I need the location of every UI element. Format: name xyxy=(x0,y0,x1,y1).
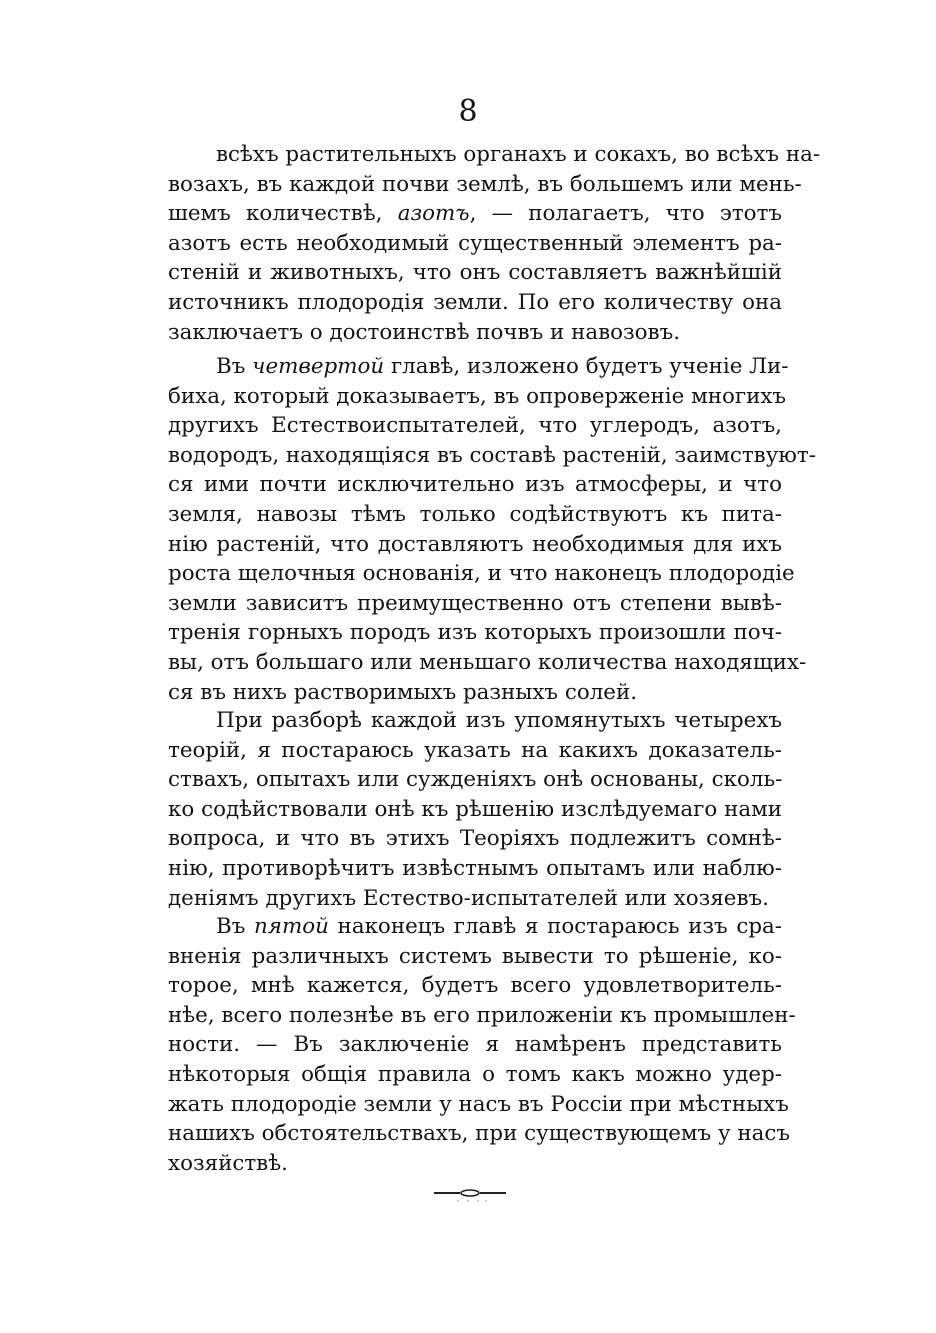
text-line xyxy=(168,971,782,1001)
text-run: земли зависитъ преимущественно отъ степени вывѣ- xyxy=(168,590,782,616)
text-line xyxy=(168,530,782,560)
text-run: биха, который доказываетъ, въ опроверженіе многихъ xyxy=(168,383,786,409)
text-line xyxy=(168,884,782,914)
text-run: ся въ нихъ растворимыхъ разныхъ солей. xyxy=(168,679,638,705)
italic-term: азотъ xyxy=(397,201,470,227)
text-line xyxy=(168,589,782,619)
text-run: главѣ, изложено будетъ ученіе Ли- xyxy=(384,354,789,379)
text-run: жать плодородіе земли у насъ въ Россіи при мѣстныхъ xyxy=(168,1091,789,1117)
text-line xyxy=(168,470,782,500)
text-run: , — полагаетъ, что этотъ xyxy=(469,201,783,227)
text-run: нію растеній, что доставляютъ необходимыя для ихъ xyxy=(168,531,782,557)
text-line xyxy=(168,824,782,854)
text-run: источникъ плодородія земли. По его количеству она xyxy=(168,289,782,315)
text-run: Въ xyxy=(216,354,253,379)
text-line xyxy=(168,765,782,795)
text-line xyxy=(168,1060,782,1090)
paragraph-4 xyxy=(168,912,796,1178)
text-line xyxy=(168,1030,782,1060)
text-run: стеній и животныхъ, что онъ составляетъ важнѣйшій xyxy=(168,260,782,286)
page-number: 8 xyxy=(458,94,478,129)
text-run: тренія горныхъ породъ изъ которыхъ произошли поч- xyxy=(168,620,782,646)
italic-term: четвертой xyxy=(252,354,385,379)
text-run: деніямъ другихъ Естество-испытателей или хозяевъ. xyxy=(168,885,769,911)
text-run: ко содѣйствовали онѣ къ рѣшенію изслѣдуемаго нами xyxy=(168,796,782,822)
text-line xyxy=(168,942,782,972)
text-line xyxy=(168,170,802,200)
text-line xyxy=(168,1001,796,1031)
text-line xyxy=(168,706,782,736)
text-run: нашихъ обстоятельствахъ, при существующемъ у насъ xyxy=(168,1121,790,1147)
text-run: азотъ есть необходимый существенный элементъ ра- xyxy=(168,230,782,256)
text-run: ствахъ, опытахъ или сужденіяхъ онѣ основаны, сколь- xyxy=(168,767,783,793)
text-run: нѣе, всего полезнѣе въ его приложеніи къ промышлен- xyxy=(168,1002,796,1028)
text-run: При разборѣ каждой изъ упомянутыхъ четырехъ xyxy=(216,708,782,733)
text-run: возахъ, въ каждой почви землѣ, въ большемъ или мень- xyxy=(168,171,802,197)
text-line xyxy=(168,1090,789,1120)
text-line xyxy=(168,912,782,942)
text-line xyxy=(168,500,782,530)
italic-term: пятой xyxy=(254,914,329,939)
text-run: земля, навозы тѣмъ только содѣйствуютъ къ пита- xyxy=(168,501,782,527)
text-line xyxy=(168,648,807,678)
text-line xyxy=(168,382,786,412)
text-line xyxy=(168,352,789,382)
text-run: теорій, я постараюсь указать на какихъ доказатель- xyxy=(168,737,782,763)
text-run: вы, отъ большаго или меньшаго количества находящих- xyxy=(168,649,807,675)
text-line xyxy=(168,795,782,825)
text-run: наконецъ главѣ я постараюсь изъ сра- xyxy=(328,914,782,939)
text-line xyxy=(168,678,782,708)
text-line xyxy=(168,1119,790,1149)
text-run: нію, противорѣчитъ извѣстнымъ опытамъ или наблю- xyxy=(168,855,782,881)
text-run: ности. — Въ заключеніе я намѣренъ представить xyxy=(168,1032,782,1058)
text-line xyxy=(168,559,795,589)
paragraph-2 xyxy=(168,352,816,707)
text-line xyxy=(168,258,782,288)
text-run: другихъ Естествоиспытателей, что углеродъ, азотъ, xyxy=(168,413,782,439)
text-line xyxy=(168,411,782,441)
text-line xyxy=(168,1149,782,1179)
text-run: Въ xyxy=(216,914,254,939)
text-line xyxy=(168,618,782,648)
text-line xyxy=(168,736,782,766)
text-line xyxy=(168,199,782,229)
paragraph-1 xyxy=(168,140,821,347)
end-ornament-icon xyxy=(430,1186,510,1206)
text-run: шемъ количествѣ, xyxy=(168,201,398,227)
text-run: ся ими почти исключительно изъ атмосферы, и что xyxy=(168,472,782,498)
text-line xyxy=(168,140,821,170)
text-line xyxy=(168,854,782,884)
text-run: вопроса, и что въ этихъ Теоріяхъ подлежитъ сомнѣ- xyxy=(168,826,782,852)
text-line xyxy=(168,318,782,348)
text-run: вненія различныхъ системъ вывести то рѣшеніе, ко- xyxy=(168,943,782,969)
text-run: водородъ, находящіяся въ составѣ растеній, заимствуют- xyxy=(168,442,816,468)
text-run: хозяйствѣ. xyxy=(168,1150,288,1176)
text-run: роста щелочныя основанія, и что наконецъ плодородіе xyxy=(168,561,795,587)
text-line xyxy=(168,288,782,318)
paragraph-3 xyxy=(168,706,782,913)
text-run: всѣхъ растительныхъ органахъ и сокахъ, во всѣхъ на- xyxy=(216,142,821,167)
text-line xyxy=(168,229,782,259)
text-line xyxy=(168,441,816,471)
text-run: заключаетъ о достоинствѣ почвъ и навозовъ. xyxy=(168,319,680,345)
text-run: нѣкоторыя общія правила о томъ какъ можно удер- xyxy=(168,1061,782,1087)
text-run: торое, мнѣ кажется, будетъ всего удовлетворитель- xyxy=(168,973,782,999)
